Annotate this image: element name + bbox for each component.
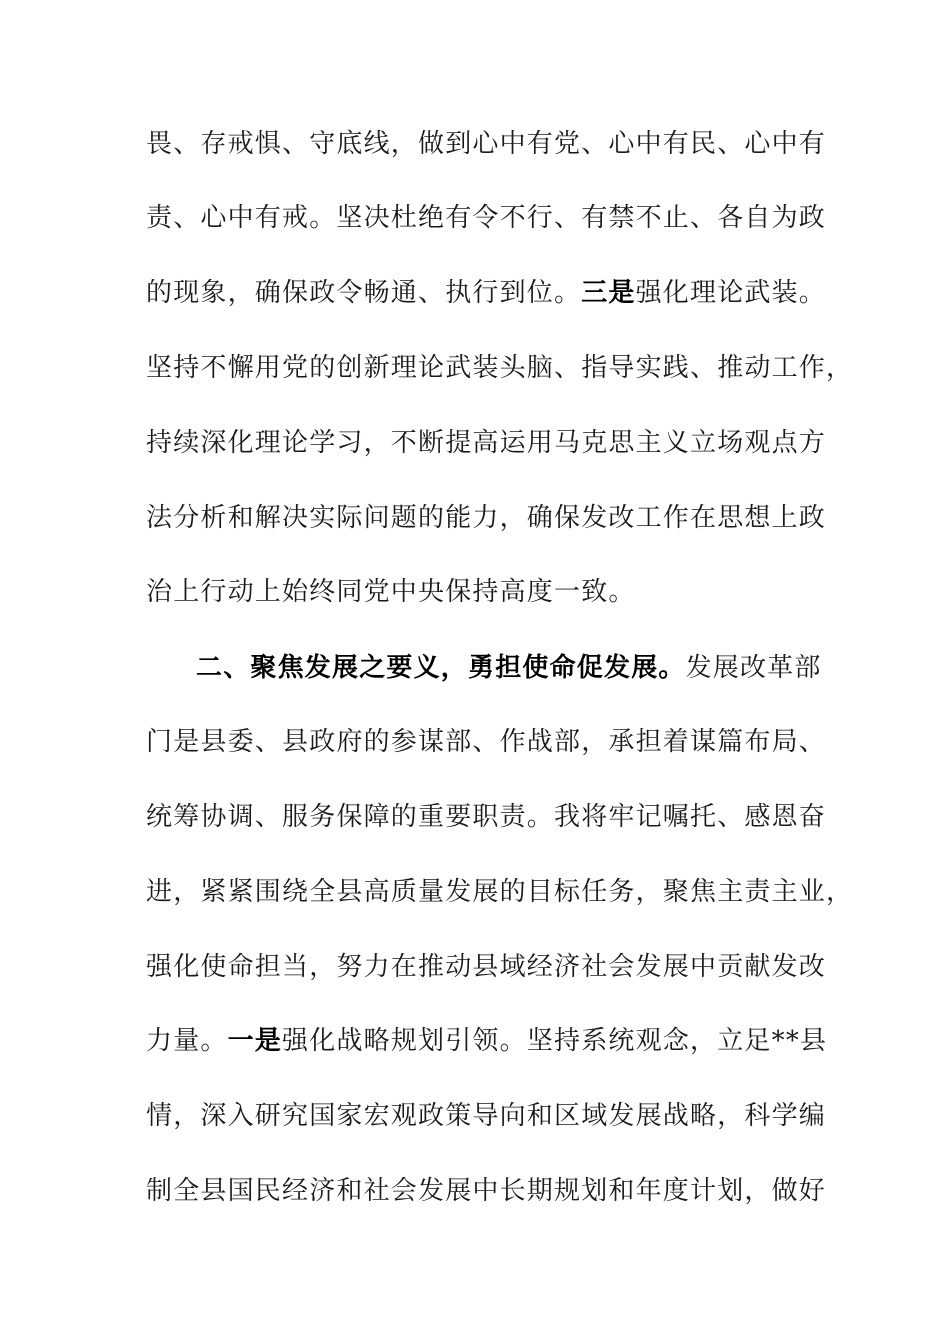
text-line-7: [146, 574, 826, 610]
text-line-14: [146, 1098, 826, 1134]
bold-marker: 三是: [581, 278, 636, 308]
text-segment: 责、心中有戒。坚决杜绝有令不行、有禁不止、各自为政: [146, 203, 827, 233]
text-line-13: [146, 1023, 826, 1059]
text-line-4: [146, 350, 854, 386]
text-segment: 治上行动上始终同党中央保持高度一致。: [146, 577, 636, 607]
text-segment: 发展改革部: [685, 653, 822, 683]
text-segment: 情，深入研究国家宏观政策导向和区域发展战略，科学编: [146, 1101, 827, 1131]
text-segment: 强化战略规划引领。坚持系统观念，立足**县: [282, 1026, 828, 1056]
text-segment: 进，紧紧围绕全县高质量发展的目标任务，聚焦主责主业，: [146, 877, 854, 907]
bold-marker: 一是: [227, 1026, 283, 1056]
text-line-12: [146, 949, 826, 985]
text-line-1: [146, 126, 826, 162]
text-line-5: [146, 425, 826, 461]
text-line-3: [146, 275, 826, 311]
text-line-9: [146, 724, 826, 760]
section-heading-line: [196, 650, 826, 686]
text-segment: 法分析和解决实际问题的能力，确保发改工作在思想上政: [146, 503, 827, 533]
text-line-6: [146, 500, 826, 536]
text-segment: 的现象，确保政令畅通、执行到位。: [146, 278, 582, 308]
text-segment: 力量。: [146, 1026, 228, 1056]
text-segment: 制全县国民经济和社会发展中长期规划和年度计划，做好: [146, 1176, 827, 1206]
section-heading: 二、聚焦发展之要义，勇担使命促发展。: [196, 653, 686, 683]
text-line-11: [146, 874, 854, 910]
text-segment: 门是县委、县政府的参谋部、作战部，承担着谋篇布局、: [146, 727, 827, 757]
text-segment: 强化使命担当，努力在推动县域经济社会发展中贡献发改: [146, 952, 827, 982]
text-segment: 畏、存戒惧、守底线，做到心中有党、心中有民、心中有: [146, 129, 827, 159]
text-line-2: [146, 200, 826, 236]
text-segment: 强化理论武装。: [635, 278, 827, 308]
text-line-10: [146, 799, 826, 835]
text-segment: 统筹协调、服务保障的重要职责。我将牢记嘱托、感恩奋: [146, 802, 827, 832]
text-segment: 坚持不懈用党的创新理论武装头脑、指导实践、推动工作，: [146, 353, 854, 383]
text-line-15: [146, 1173, 826, 1209]
text-segment: 持续深化理论学习，不断提高运用马克思主义立场观点方: [146, 428, 827, 458]
